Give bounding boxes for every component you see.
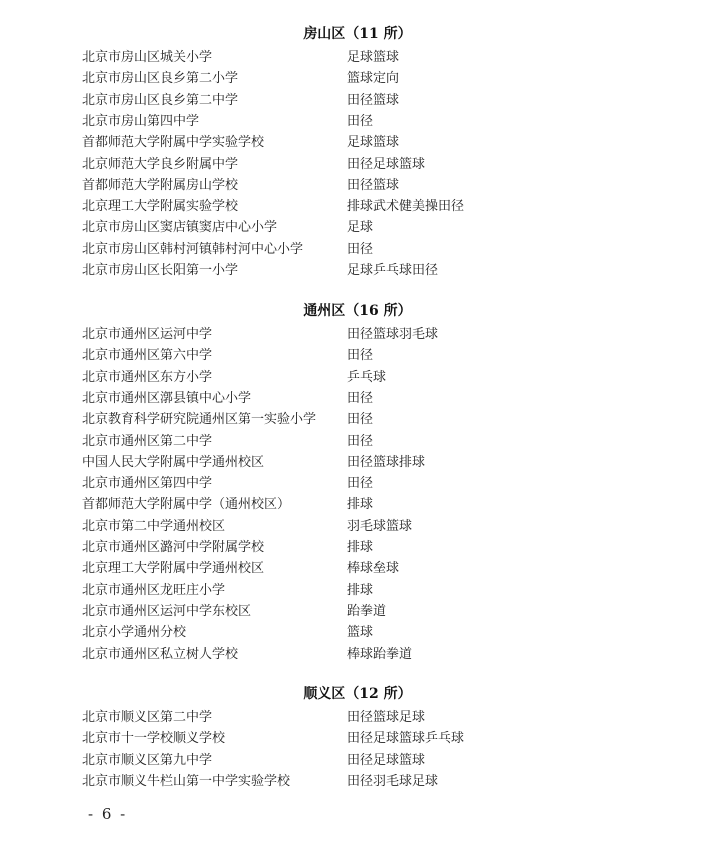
school-name: 首都师范大学附属中学实验学校: [82, 135, 265, 151]
school-row: [0, 601, 715, 622]
school-name: 北京小学通州分校: [82, 625, 187, 641]
school-name: 北京市顺义牛栏山第一中学实验学校: [82, 773, 291, 789]
school-name: 北京市房山第四中学: [82, 113, 200, 129]
sport-items: 田径足球篮球: [347, 752, 426, 768]
school-row: [0, 324, 715, 345]
school-row: [0, 622, 715, 643]
school-row: [0, 90, 715, 111]
sport-items: 排球: [347, 497, 374, 513]
sport-items: 田径篮球: [347, 92, 400, 108]
school-row: [0, 132, 715, 153]
sport-items: 排球: [347, 540, 374, 555]
school-row: [0, 47, 715, 68]
sport-items: 足球篮球: [347, 135, 400, 151]
sport-items: 田径: [347, 348, 374, 364]
school-row: [0, 388, 715, 409]
school-row: [0, 217, 715, 238]
school-name: 北京市通州区运河中学: [82, 327, 213, 342]
school-name: 北京市通州区龙旺庄小学: [82, 582, 226, 598]
school-name: 北京市顺义区第九中学: [82, 752, 213, 768]
sport-items: 田径足球篮球: [347, 156, 426, 172]
sport-items: 篮球: [347, 625, 374, 641]
school-name: 首都师范大学附属中学（通州校区）: [82, 497, 291, 513]
school-name: 北京理工大学附属实验学校: [82, 199, 239, 215]
school-row: [0, 175, 715, 196]
school-row: [0, 345, 715, 366]
section-title: 房山区（11 所）: [303, 26, 412, 42]
school-row: [0, 473, 715, 494]
school-row: [0, 431, 715, 452]
school-name: 北京市房山区韩村河镇韩村河中心小学: [82, 241, 304, 257]
sport-items: 田径: [347, 412, 374, 428]
school-name: 北京市通州区东方小学: [82, 369, 213, 385]
school-name: 北京市通州区第四中学: [82, 476, 213, 492]
sport-items: 棒球跆拳道: [347, 646, 413, 662]
section-title: 顺义区（12 所）: [303, 686, 412, 702]
school-name: 北京市通州区潞河中学附属学校: [82, 540, 265, 555]
sport-items: 跆拳道: [347, 603, 387, 619]
school-name: 北京市房山区良乡第二小学: [82, 71, 239, 87]
school-row: [0, 771, 715, 792]
sport-items: 篮球定向: [347, 71, 400, 87]
sport-items: 乒乓球: [347, 369, 387, 385]
school-name: 北京教育科学研究院通州区第一实验小学: [82, 412, 317, 428]
school-row: [0, 196, 715, 217]
sport-items: 田径: [347, 433, 374, 449]
school-name: 北京市通州区第二中学: [82, 433, 213, 449]
school-row: [0, 644, 715, 665]
school-name: 北京理工大学附属中学通州校区: [82, 561, 265, 577]
school-name: 北京市通州区第六中学: [82, 348, 213, 364]
sport-items: 田径: [347, 113, 374, 129]
school-name: 北京市通州区私立树人学校: [82, 646, 239, 662]
school-row: [0, 516, 715, 537]
school-name: 首都师范大学附属房山学校: [82, 177, 239, 193]
school-row: [0, 154, 715, 175]
sport-items: 足球乒乓球田径: [347, 263, 439, 278]
page-number: - 6 -: [88, 805, 128, 823]
school-row: [0, 707, 715, 728]
school-name: 北京市房山区窦店镇窦店中心小学: [82, 220, 278, 236]
school-row: [0, 452, 715, 473]
school-name: 北京市顺义区第二中学: [82, 710, 213, 725]
school-row: [0, 260, 715, 281]
school-row: [0, 367, 715, 388]
school-name: 北京市房山区长阳第一小学: [82, 263, 239, 278]
sport-items: 羽毛球篮球: [347, 518, 413, 534]
school-row: [0, 409, 715, 430]
school-row: [0, 239, 715, 260]
school-row: [0, 750, 715, 771]
school-row: [0, 111, 715, 132]
sport-items: 田径: [347, 390, 374, 406]
sport-items: 足球: [347, 220, 374, 236]
school-name: 北京师范大学良乡附属中学: [82, 156, 239, 172]
school-name: 北京市通州区运河中学东校区: [82, 603, 252, 619]
sport-items: 田径篮球羽毛球: [347, 327, 439, 342]
sport-items: 田径: [347, 476, 374, 492]
school-row: [0, 728, 715, 749]
sport-items: 田径篮球排球: [347, 454, 426, 470]
sport-items: 田径: [347, 241, 374, 257]
school-name: 北京市第二中学通州校区: [82, 518, 226, 534]
sport-items: 排球: [347, 582, 374, 598]
school-name: 北京市通州区漷县镇中心小学: [82, 390, 252, 406]
school-row: [0, 537, 715, 558]
sport-items: 田径羽毛球足球: [347, 773, 439, 789]
school-name: 中国人民大学附属中学通州校区: [82, 454, 265, 470]
sport-items: 田径篮球: [347, 177, 400, 193]
school-row: [0, 580, 715, 601]
school-row: [0, 68, 715, 89]
school-name: 北京市房山区城关小学: [82, 50, 213, 65]
school-row: [0, 494, 715, 515]
sport-items: 排球武术健美操田径: [347, 199, 465, 215]
school-name: 北京市房山区良乡第二中学: [82, 92, 239, 108]
section-title: 通州区（16 所）: [303, 303, 412, 319]
sport-items: 足球篮球: [347, 50, 400, 65]
sport-items: 棒球垒球: [347, 561, 400, 577]
sport-items: 田径篮球足球: [347, 710, 426, 725]
school-name: 北京市十一学校顺义学校: [82, 731, 226, 747]
school-row: [0, 558, 715, 579]
sport-items: 田径足球篮球乒乓球: [347, 731, 465, 747]
